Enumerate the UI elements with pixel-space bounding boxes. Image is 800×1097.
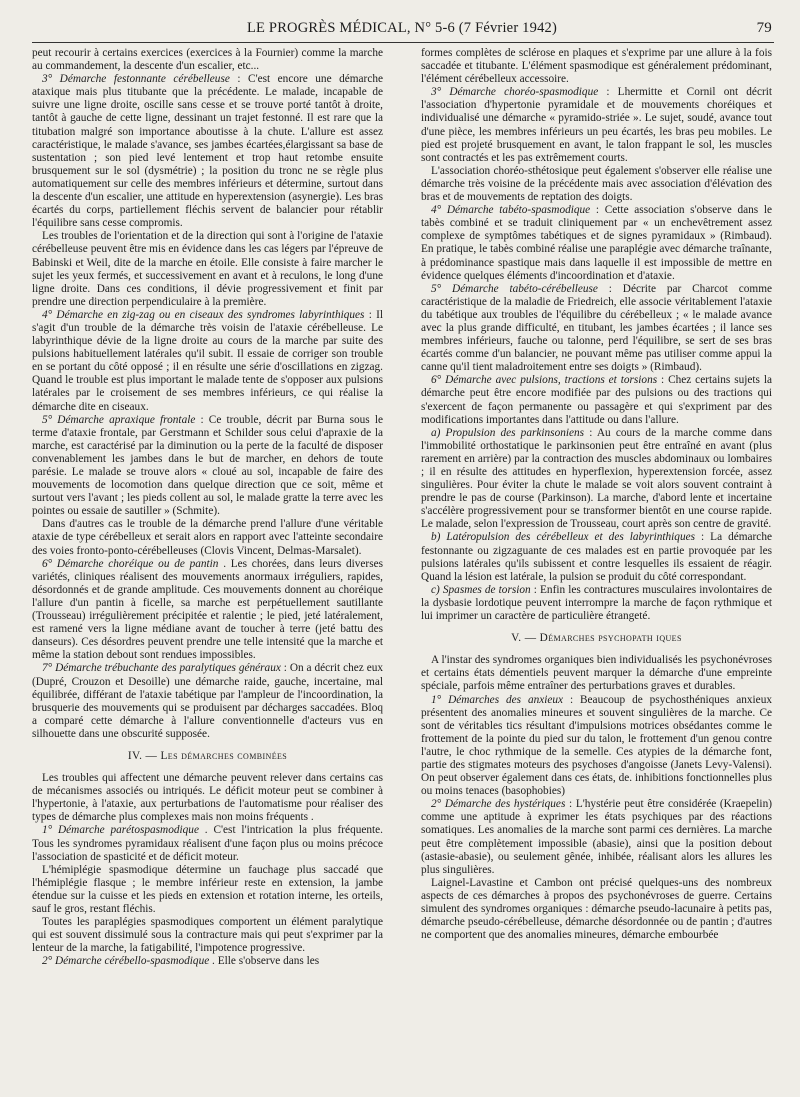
section-label: 3° Démarche choréo-spasmodique bbox=[431, 86, 599, 99]
section-label: b) Latéropulsion des cérébelleux et des labyrinthiques bbox=[431, 531, 696, 544]
paragraph: L'hémiplégie spasmodique détermine un fauchage plus saccadé que l'hémiplégie flasque ; le membre inférieur reste en extension, la jambe étendue sur la cuisse et les pieds en extension et rotation interne, les orteils, sauf le gros, restant fléchis. bbox=[32, 863, 383, 915]
section-label: 5° Démarche apraxique frontale bbox=[42, 413, 196, 426]
paragraph: formes complètes de sclérose en plaques et s'exprime par une allure à la fois saccadée et titubante. L'élément spasmodique est généralement prédominant, l'élément cérébelleux accessoire. bbox=[421, 47, 772, 86]
page-number: 79 bbox=[756, 20, 772, 36]
section-label: 7° Démarche trébuchante des paralytiques généraux bbox=[42, 662, 281, 675]
running-header bbox=[32, 20, 772, 40]
paragraph: 4° Démarche tabéto-spasmodique : Cette association s'observe dans le tabès combiné et se traduit cliniquement par « un enchevêtrement assez complexe de symptômes tabétiques et de signes pyramidaux » (Rimbaud). En pratique, le tabès combiné réalise une paraplégie avec démarche traînante, à prédominance spastique mais dans laquelle il est impossible de mettre en évidence quelques éléments d'incoordination et d'ataxie. bbox=[421, 204, 772, 282]
section-label: c) Spasmes de torsion bbox=[431, 583, 531, 596]
right-column bbox=[421, 47, 772, 942]
paragraph: b) Latéropulsion des cérébelleux et des labyrinthiques : La démarche festonnante ou zigzaguante de ces malades est en partie provoquée par les pulsions latérales qu'ils subissent et contre lesquelles ils essaient de réagir. Quand la lésion est latérale, la pulsion se produit du côté correspondant. bbox=[421, 531, 772, 583]
paragraph: 3° Démarche festonnante cérébelleuse : C'est encore une démarche ataxique mais plus titubante que la précédente. Le malade, incapable de suivre une ligne droite, oscille sans cesse et se trouve porté tantôt à droite, tantôt à gauche de cette ligne, dessinant un trajet festonné. Il est rare que la titubation malgré son importance aboutisse à la chute. L'allure est assez caractéristique, le malade s'avance, ses jambes écartées,élargissant sa base de sustentation ; son pied levé lentement et trop haut retombe ensuite brusquement sur le sol (dysmétrie) ; la position du tronc ne se règle plus automatiquement sur celle des membres inférieurs et détermine, surtout dans la descente d'un escalier, une attitude en hyperextension (asynergie). Les bras écartés du corps, partiellement fléchis servent de balancier pour rétablir l'équilibre sans cesse compromis. bbox=[32, 73, 383, 230]
section-label: 1° Démarche parétospasmodique bbox=[42, 824, 199, 837]
section-label: 1° Démarches des anxieux bbox=[431, 693, 564, 706]
paragraph: 4° Démarche en zig-zag ou en ciseaux des syndromes labyrinthiques : Il s'agit d'un trouble de la démarche très voisin de l'ataxie cérébelleuse. Le labyrinthique dévie de la ligne droite au cours de la marche par suite des pulsions habituellement latérales qu'il subit. Il essaie de corriger son trouble en se portant du côté opposé ; il en résulte une série d'oscillations en zigzag. Quand le trouble est plus important le malade tente de s'opposer aux pulsions latérales par le croisement de ses membres inférieurs, ce qui réalise la démarche dite en ciseaux. bbox=[32, 308, 383, 413]
section-label: 4° Démarche tabéto-spasmodique bbox=[431, 204, 591, 217]
section-label: 6° Démarche avec pulsions, tractions et torsions bbox=[431, 374, 658, 387]
header-rule bbox=[32, 42, 774, 43]
paragraph: Toutes les paraplégies spasmodiques comportent un élément paralytique qui est souvent dissimulé sous la contracture mais qui peut s'exprimer par la lenteur de la marche, la fatigabilité, l'impotence progressive. bbox=[32, 916, 383, 955]
left-column bbox=[32, 47, 383, 968]
paragraph: 6° Démarche choréique ou de pantin . Les chorées, dans leurs diverses variétés, cliniques réalisent des mouvements anormaux irréguliers, rapides, désordonnés et de grande amplitude. Ces mouvements donnent au choréique l'allure d'un pantin à ficelle, sa marche est perpétuellement sautillante (Trousseau) irrégulièrement précipitée et ralentie ; le pied, jeté latéralement, est ramené vers la ligne médiane avant de toucher à terre (jeté battu des danseurs). Ces désordres peuvent prendre une telle intensité que la marche et même la station debout sont rendues impossibles. bbox=[32, 557, 384, 662]
paragraph: 5° Démarche tabéto-cérébelleuse : Décrite par Charcot comme caractéristique de la maladie de Friedreich, elle associe véritablement l'ataxie du tabétique aux troubles de l'équilibre du cérébelleux ; « le malade avance avec la plus grande difficulté, en titubant, les jambes écartées ; il lance ses membres inférieurs, fauche ou talonne, perd l'équilibre, se sert de ses bras écartés comme d'un balancier, ne pouvant même pas utiliser comme appui la canne qu'il tient maladroitement entre ses doigts » (Rimbaud). bbox=[421, 282, 773, 374]
paragraph: 2° Démarche cérébello-spasmodique . Elle s'observe dans les bbox=[42, 955, 320, 968]
section-label: 2° Démarche des hystériques bbox=[431, 798, 566, 811]
section-label: 6° Démarche choréique ou de pantin bbox=[42, 557, 219, 570]
paragraph: 2° Démarche des hystériques : L'hystérie peut être considérée (Kraepelin) comme une aptitude à exprimer les états psychiques par des réactions somatiques. Les anomalies de la marche sont parmi ces dernières. La marche peut être complètement impossible (abasie), ainsi que la position debout (astasie-abasie), ou seulement gênée, inhibée, réalisant alors les allures les plus singulières. bbox=[421, 798, 772, 876]
paragraph: a) Propulsion des parkinsoniens : Au cours de la marche comme dans l'immobilité orthostatique le parkinsonien peut être entraîné en avant (plus rarement en arrière) par la contraction des muscles abdominaux ou lombaires ; il en résulte des attitudes en hyperflexion, hyperextension forcée, assez singulières. Pour éviter la chute le malade se voit alors souvent contraint à prendre le pas de course (Parkinson). La marche, d'abord lente et incertaine s'accélère progressivement pour se transformer bientôt en une course rapide. Le malade, selon l'expression de Trousseau, court après son centre de gravité. bbox=[421, 426, 772, 531]
paragraph: 1° Démarche parétospasmodique . C'est l'intrication la plus fréquente. Tous les syndromes pyramidaux réalisent d'une façon plus ou moins précoce l'association de spasticité et de déficit moteur. bbox=[32, 824, 384, 863]
paragraph: Laignel-Lavastine et Cambon ont précisé quelques-uns des nombreux aspects de ces démarches à propos des psychonévroses de guerre. Certains simulent des syndromes organiques : démarche pseudo-lacunaire à petits pas, démarche pseudo-cérébelleuse, démarche désordonnée ou de pantin ; d'autres ne comportent que des anomalies mineures, démarche embourbée bbox=[421, 876, 772, 942]
paragraph: L'association choréo-sthétosique peut également s'observer elle réalise une démarche très voisine de la précédente mais avec association d'élévation des bras et de mouvements de reptation des doigts. bbox=[421, 164, 772, 204]
paragraph: c) Spasmes de torsion : Enfin les contractures musculaires involontaires de la dysbasie lordotique peuvent interrompre la marche de façon rythmique et lui imprimer un caractère de particulière étrangeté. bbox=[421, 583, 773, 623]
paragraph: 7° Démarche trébuchante des paralytiques généraux : On a décrit chez eux (Dupré, Crouzon et Desoille) une démarche raide, gauche, incertaine, mal équilibrée, différant de l'ataxie tabétique par l'ampleur de l'incoordination, la brusquerie des mouvements qui se produisent par décharges saccadées. Bloq a comparé cette démarche à l'allure conventionnelle d'acteurs vus en silhouette dans une obscurité supposée. bbox=[32, 662, 384, 740]
paragraph: Les troubles qui affectent une démarche peuvent relever dans certains cas de mécanismes associés ou intriqués. Le déficit moteur peut se combiner à l'hypertonie, à l'ataxie, aux perturbations de l'automatisme pour réaliser des types de démarche plus complexes mais non moins fréquents . bbox=[32, 772, 383, 824]
paragraph: 5° Démarche apraxique frontale : Ce trouble, décrit par Burna sous le terme d'ataxie frontale, par Gerstmann et Schilder sous celui d'apraxie de la marche, est caractérisé par la diminution ou la perte de la faculté de disposer convenablement les jambes dans le but de marcher, en dehors de toute parésie. Le malade se trouve alors « cloué au sol, incapable de faire des mouvements de locomotion dans quelque direction que ce soit, même et surtout vers l'avant ; les pieds collent au sol, le malade gratte la terre avec les pointes ou essaie de sautiller » (Schmite). bbox=[32, 413, 383, 518]
paragraph: 3° Démarche choréo-spasmodique : Lhermitte et Cornil ont décrit l'association d'hypertonie pyramidale et de mouvements choréiques et individualisé une démarche « pyramido-striée ». Le sujet, soudé, avance tout d'une pièce, les membres inférieurs un peu écartés, les bras peu mobiles. Le pied est projeté brusquement en avant, le talon frappant le sol, les muscles sont contractés et les pas extrêmement courts. bbox=[421, 86, 772, 164]
paragraph: Les troubles de l'orientation et de la direction qui sont à l'origine de l'ataxie cérébelleuse peuvent être mis en évidence dans les cas légers par l'épreuve de Babinski et Weil, dite de la marche en étoile. Elle consiste à faire marcher le sujet les yeux fermés, et successivement en avant et à reculons, le long d'une ligne droite. Dans ces conditions, il dévie progressivement et finit par prendre une direction perpendiculaire à la première. bbox=[32, 230, 383, 308]
section-label: 4° Démarche en zig-zag ou en ciseaux des syndromes labyrinthiques bbox=[42, 308, 365, 321]
paragraph: 1° Démarches des anxieux : Beaucoup de psychosthéniques anxieux présentent des anomalies mineures et souvent singulières de la marche. Ce sont de véritables tics résultant d'impulsions motrices obsédantes comme le frottement de la pointe du pied sur du talon, le frottement d'un genou contre l'autre, le choc rythmique de la semelle. Ces atypies de la démarche font, partie des stigmates moteurs des psychoses d'angoisse (Janets Levy-Valensi). On peut observer également dans ces états, de. inhibitions fonctionnelles plus ou moins tenaces (basophobies) bbox=[421, 693, 772, 798]
paragraph: A l'instar des syndromes organiques bien individualisés les psychonévroses et certains états démentiels peuvent marquer la démarche d'une empreinte spéciale, parfois même entraîner des perturbations graves et durables. bbox=[421, 654, 772, 693]
paragraph: 6° Démarche avec pulsions, tractions et torsions : Chez certains sujets la démarche peut être encore modifiée par des pulsions ou des tractions qui s'exercent de façon permanente ou passagère et qui s'expriment par des modifications importantes dans l'attitude ou dans l'allure. bbox=[421, 374, 772, 426]
paragraph: Dans d'autres cas le trouble de la démarche prend l'allure d'une véritable ataxie de type cérébelleux et serait alors en rapport avec l'atteinte secondaire des voies fronto-ponto-cérébelleuses (Clovis Vincent, Delmas-Marsalet). bbox=[32, 518, 383, 557]
journal-title: LE PROGRÈS MÉDICAL, N° 5-6 (7 Février 1942) bbox=[246, 20, 557, 36]
section-label: 5° Démarche tabéto-cérébelleuse bbox=[431, 282, 598, 295]
section-label: 3° Démarche festonnante cérébelleuse bbox=[42, 73, 230, 86]
paragraph: peut recourir à certains exercices (exercices à la Fournier) comme la marche au commandement, la descente d'un escalier, etc... bbox=[32, 47, 383, 73]
section-heading: IV. — Les démarches combinées bbox=[127, 749, 288, 762]
section-label: a) Propulsion des parkinsoniens bbox=[431, 426, 585, 439]
section-heading: V. — Démarches psychopath iques bbox=[511, 632, 682, 645]
section-label: 2° Démarche cérébello-spasmodique bbox=[42, 955, 210, 968]
